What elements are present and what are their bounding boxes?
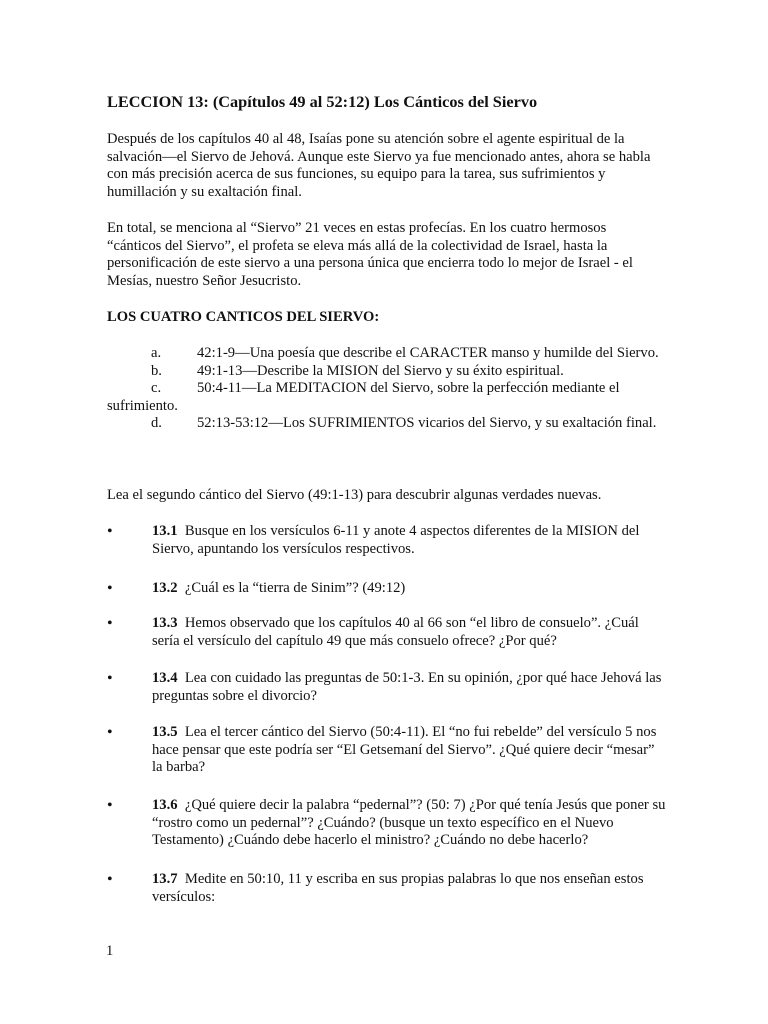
question-text: ¿Qué quiere decir la palabra “pedernal”? (50: 7) ¿Por qué tenía Jesús que poner su “rostro como un pedernal”? ¿Cuándo? (busque un texto específico en el Nuevo Testamento) ¿Cuándo debe hacerlo el ministro? ¿Cuándo no debe hacerlo? [152, 797, 666, 849]
page-title: LECCION 13: (Capítulos 49 al 52:12) Los Cánticos del Siervo [107, 92, 538, 111]
bullet-icon: • [107, 523, 113, 540]
question-text: Medite en 50:10, 11 y escriba en sus propias palabras lo que nos enseñan estos versículos: [152, 871, 644, 905]
cantico-letter: b. [151, 362, 162, 379]
question-number: 13.1 [152, 523, 178, 539]
cantico-text: 49:1-13—Describe la MISION del Siervo y su éxito espiritual. [197, 362, 564, 379]
cantico-letter: c. [151, 380, 162, 397]
question-number: 13.4 [152, 670, 178, 686]
question-number: 13.6 [152, 797, 178, 813]
cantico-item-d [107, 415, 663, 433]
question-text: ¿Cuál es la “tierra de Sinim”? (49:12) [184, 580, 406, 596]
cantico-text: 42:1-9—Una poesía que describe el CARACTER manso y humilde del Siervo. [197, 345, 659, 361]
canticos-list [107, 345, 663, 433]
cantico-item-a [107, 345, 663, 363]
question-number: 13.7 [152, 871, 178, 887]
bullet-icon: • [107, 670, 113, 687]
question-text: Lea el tercer cántico del Siervo (50:4-11). El “no fui rebelde” del versículo 5 nos hace pensar que este podría ser “El Getsemaní del Siervo”. ¿Qué quiere decir “mesar” la barba? [152, 724, 657, 776]
bullet-icon: • [107, 724, 113, 741]
question-number: 13.5 [152, 724, 178, 740]
question-number: 13.2 [152, 580, 178, 596]
question-text: Hemos observado que los capítulos 40 al 66 son “el libro de consuelo”. ¿Cuál sería el versículo del capítulo 49 que más consuelo ofrece? ¿Por qué? [152, 615, 639, 649]
question-text: Lea con cuidado las preguntas de 50:1-3. En su opinión, ¿por qué hace Jehová las preguntas sobre el divorcio? [152, 670, 662, 704]
bullet-icon: • [107, 871, 113, 888]
cantico-letter: d. [151, 415, 162, 432]
body-paragraph: En total, se menciona al “Siervo” 21 veces en estas profecías. En los cuatro hermosos “cánticos del Siervo”, el profeta se eleva más allá de la colectividad de Israel, hasta la personificación de este siervo a una persona única que encierra todo lo mejor de Israel - el Mesías, nuestro Señor Jesucristo. [107, 220, 633, 289]
question-number: 13.3 [152, 615, 178, 631]
instruction-text: Lea el segundo cántico del Siervo (49:1-13) para descubrir algunas verdades nuevas. [107, 487, 602, 503]
section-heading: LOS CUATRO CANTICOS DEL SIERVO: [107, 309, 380, 325]
cantico-item-b [107, 363, 663, 381]
bullet-icon: • [107, 580, 113, 597]
cantico-text: 50:4-11—La MEDITACION del Siervo, sobre la perfección mediante el sufrimiento. [107, 380, 620, 414]
page-number: 1 [106, 943, 114, 959]
cantico-item-c [107, 380, 663, 415]
intro-paragraph: Después de los capítulos 40 al 48, Isaías pone su atención sobre el agente espiritual de la salvación—el Siervo de Jehová. Aunque este Siervo ya fue mencionado antes, ahora se habla con más precisión acerca de sus funciones, su equipo para la tarea, sus sufrimientos y humillación y su exaltación final. [107, 131, 651, 200]
question-text: Busque en los versículos 6-11 y anote 4 aspectos diferentes de la MISION del Siervo, apuntando los versículos respectivos. [152, 523, 640, 557]
cantico-letter: a. [151, 345, 162, 361]
bullet-icon: • [107, 615, 113, 632]
cantico-text: 52:13-53:12—Los SUFRIMIENTOS vicarios del Siervo, y su exaltación final. [197, 415, 657, 432]
bullet-icon: • [107, 797, 113, 814]
